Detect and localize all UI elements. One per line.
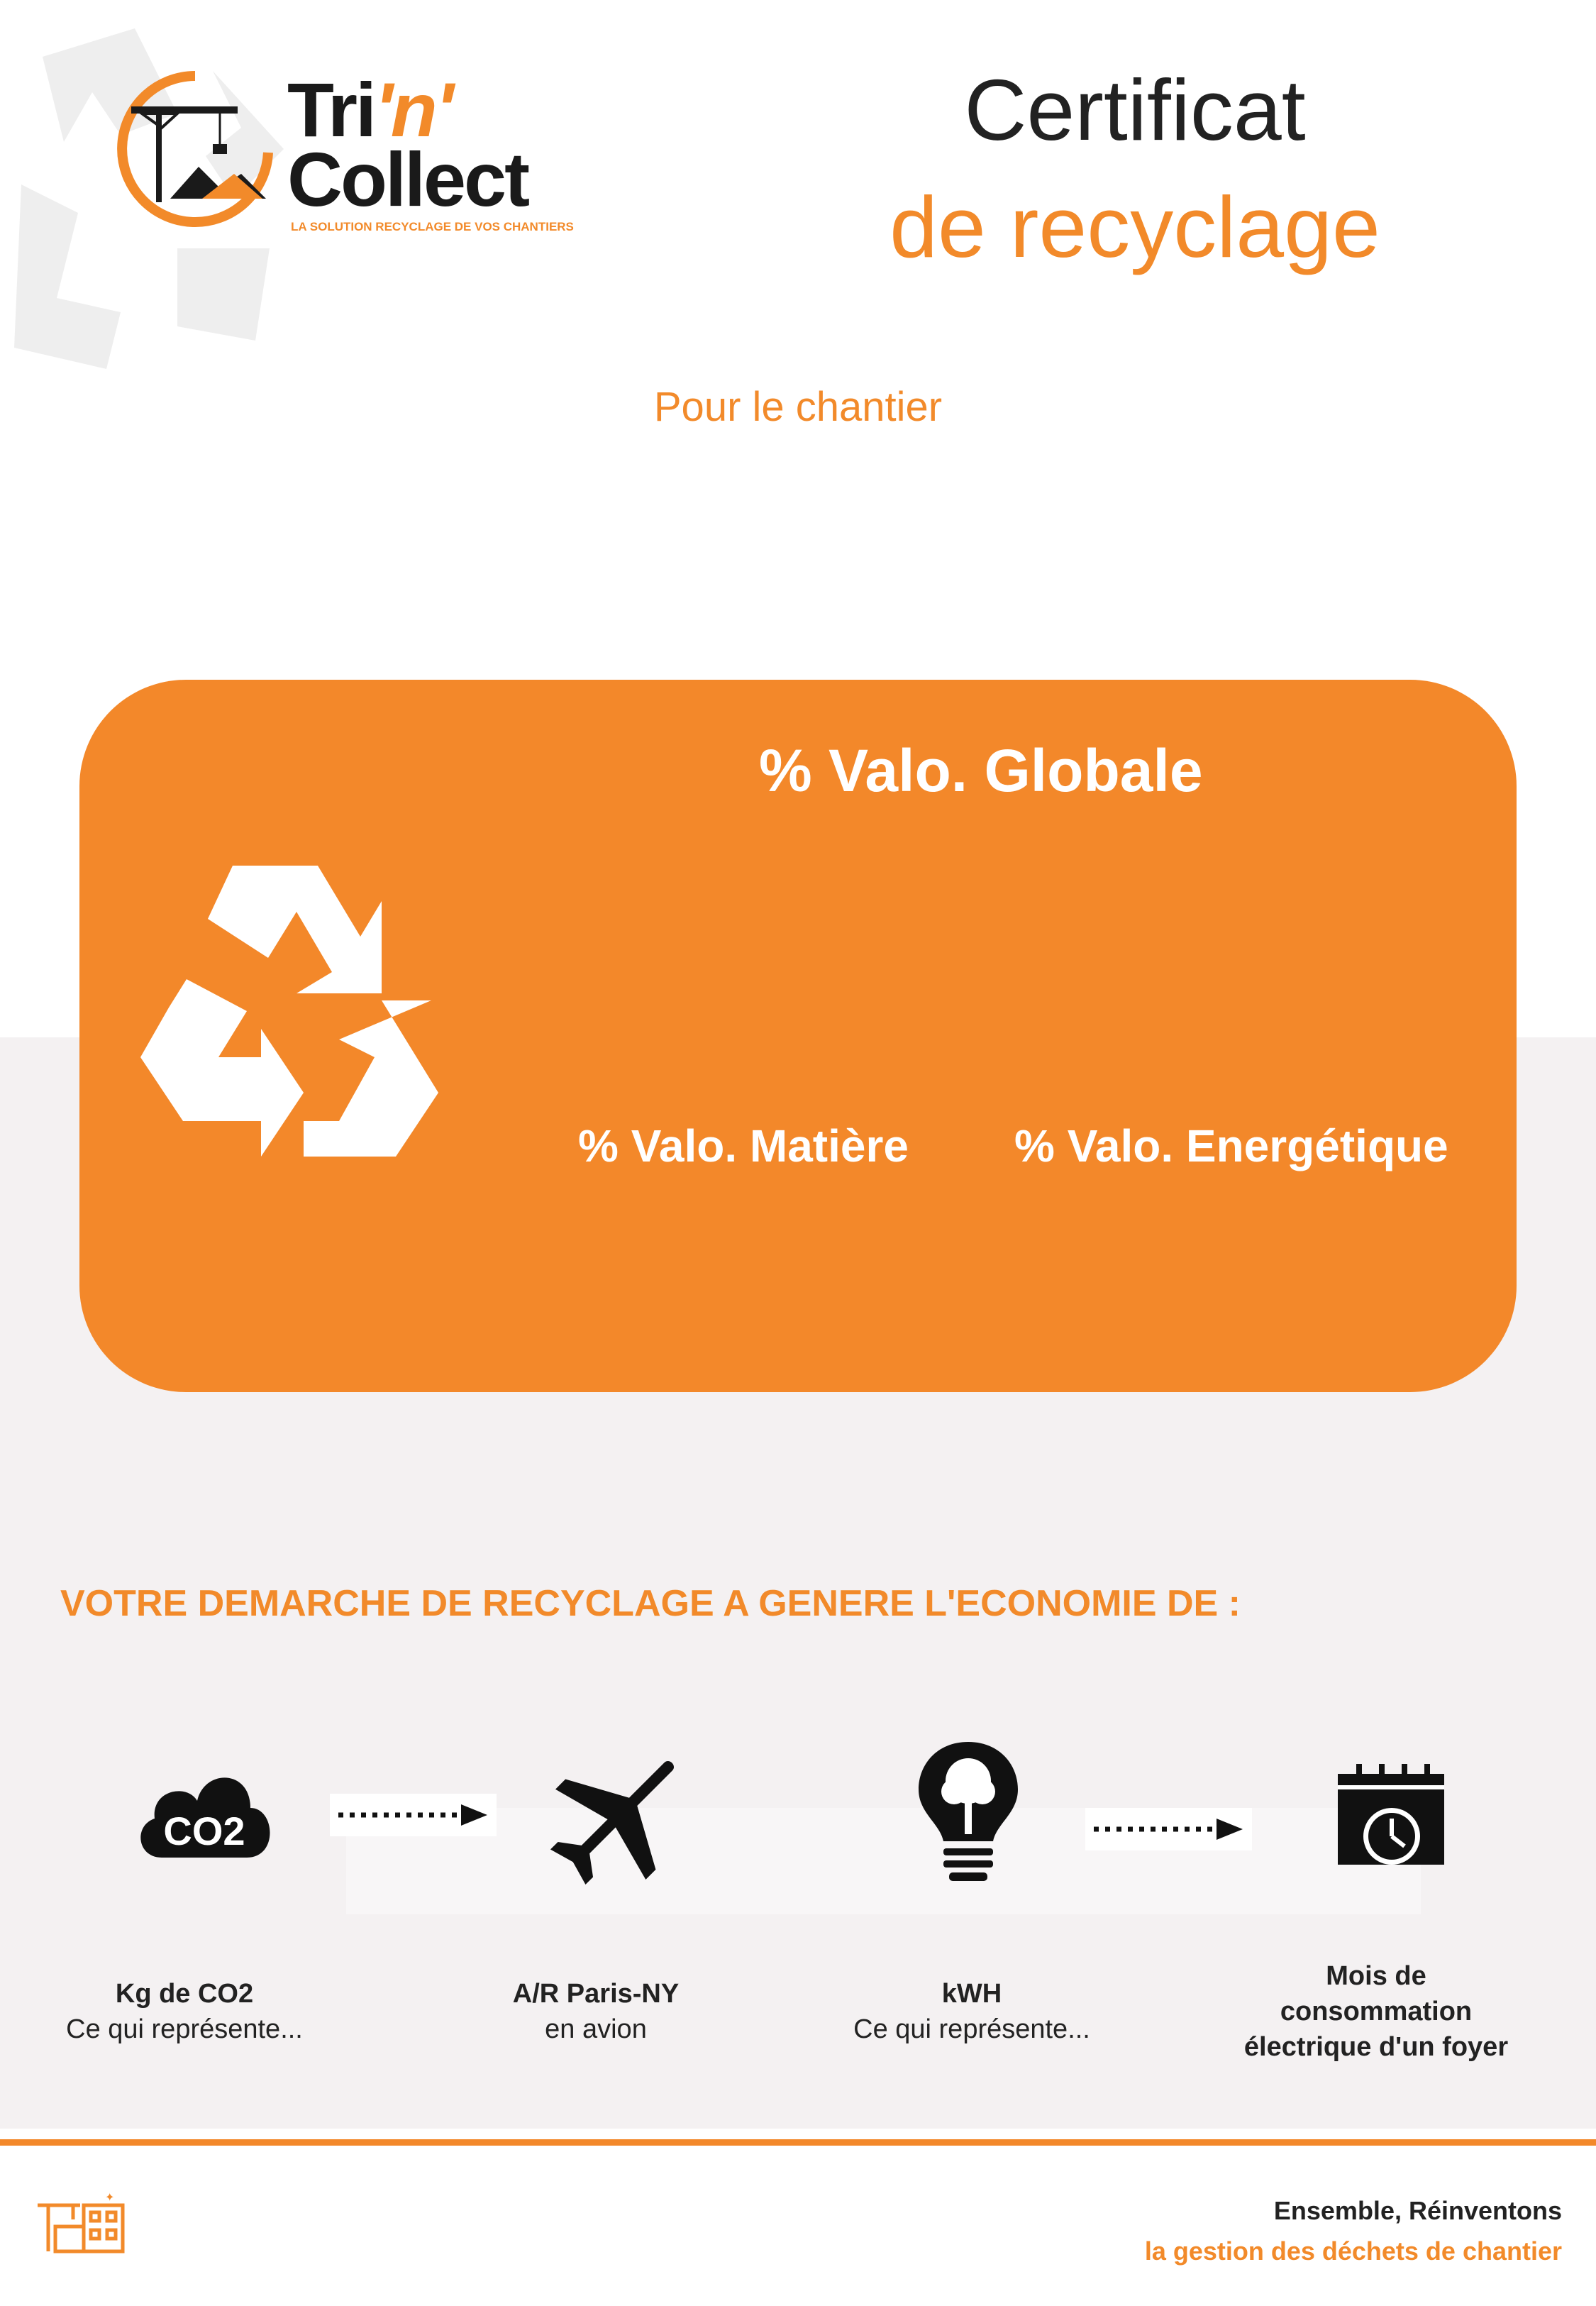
- economy-heading: VOTRE DEMARCHE DE RECYCLAGE A GENERE L'ECONOMIE DE :: [60, 1583, 1241, 1624]
- certificate-subtitle: de recyclage: [890, 179, 1380, 275]
- recycle-icon: [126, 859, 453, 1171]
- valo-matiere-label: % Valo. Matière: [578, 1120, 909, 1171]
- footer-slogan-line1: Ensemble, Réinventons: [1273, 2196, 1562, 2225]
- logo-word-tri: Tri'n': [287, 67, 452, 153]
- dotted-arrow-icon: [1085, 1808, 1252, 1850]
- certificate-title: Certificat: [964, 62, 1306, 158]
- caption-foyer-title: Mois de consommation électrique d'un foyer: [1243, 1961, 1509, 2062]
- logo-tagline: LA SOLUTION RECYCLAGE DE VOS CHANTIERS: [291, 220, 574, 233]
- footer-slogan-line2: la gestion des déchets de chantier: [1144, 2236, 1562, 2266]
- icon-strip-background: [346, 1808, 1421, 1914]
- airplane-icon: [539, 1742, 695, 1894]
- caption-kwh-subtitle: Ce qui représente...: [853, 2014, 1090, 2044]
- co2-cloud-icon: [133, 1758, 275, 1865]
- crane-building-icon: [34, 2191, 133, 2255]
- crane-logo-icon: [113, 67, 277, 231]
- caption-co2-subtitle: Ce qui représente...: [66, 2014, 303, 2044]
- caption-co2-title: Kg de CO2: [115, 1979, 254, 2009]
- trincollect-logo: [113, 67, 610, 238]
- logo-word-collect: Collect: [287, 136, 528, 222]
- caption-paris-ny: [454, 1976, 738, 2047]
- caption-foyer: [1234, 1958, 1518, 2065]
- caption-paris-ny-title: A/R Paris-NY: [512, 1979, 680, 2009]
- caption-kwh: [830, 1976, 1114, 2047]
- dotted-arrow-icon: [330, 1794, 497, 1836]
- valo-energetique-label: % Valo. Energétique: [1014, 1120, 1448, 1171]
- calendar-clock-icon: [1335, 1758, 1448, 1872]
- caption-paris-ny-subtitle: en avion: [545, 2014, 647, 2044]
- site-label: Pour le chantier: [653, 384, 943, 430]
- svg-text:✦: ✦: [105, 2191, 115, 2204]
- co2-badge-text: CO2: [163, 1809, 245, 1853]
- lightbulb-tree-icon: [915, 1738, 1021, 1887]
- caption-kwh-title: kWH: [941, 1979, 1002, 2009]
- valo-globale-label: % Valo. Globale: [759, 737, 1203, 804]
- caption-co2: [43, 1976, 326, 2047]
- footer-divider: [0, 2139, 1596, 2146]
